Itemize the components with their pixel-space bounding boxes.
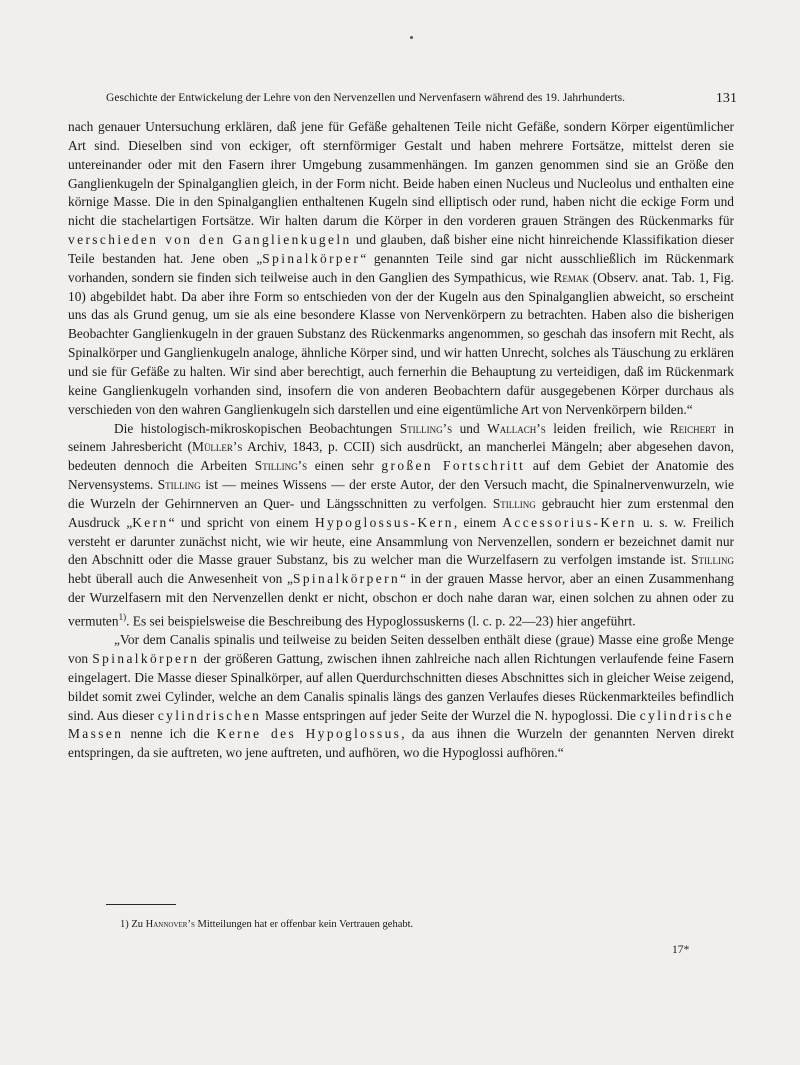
scan-speck — [410, 36, 413, 39]
paragraph-1: nach genauer Untersuchung erklären, daß jene für Gefäße gehaltenen Teile nicht Gefäße, sondern Körper eigentümlicher Art sind. Dieselben sind von eckiger, oft sternförmiger Gestalt und haben mehrere Fortsätze, mittelst deren sie untereinander oder mit den Fasern ihrer Umgebung zusammenhängen. Im ganzen genommen sind sie an Größe den Ganglienkugeln der Spinalganglien gleich, in der Form nicht. Beide haben einen Nucleus und Nucleolus und enthalten eine körnige Masse. Die in den Spinalganglien enthaltenen Kugeln sind elliptisch oder rund, haben nicht die eckige Form und nicht die stachelartigen Fortsätze. Wir halten darum die Körper in den vorderen grauen Strängen des Rückenmarks für verschieden von den Ganglienkugeln und glauben, daß bisher eine nicht hinreichende Klassifikation dieser Teile bestanden hat. Jene oben „Spinalkörper“ genannten Teile sind gar nicht ausschließlich im Rückenmark vorhanden, sondern sie finden sich teilweise auch in den Ganglien des Sympathicus, wie Remak (Observ. anat. Tab. 1, Fig. 10) abgebildet habt. Da aber ihre Form so entschieden von der der Kugeln aus den Spinalganglien abweicht, so erscheint uns das als Grund genug, um sie als eine besondere Klasse von Nervenkörpern zu betrachten. Haben also die bisherigen Beobachter Ganglienkugeln in der grauen Substanz des Rückenmarks angenommen, so geschah das insofern mit Recht, als Spinalkörper und Ganglienkugeln analoge, ähnliche Körper sind, und wir hatten Unrecht, solches als Täuschung zu erklären und sie für Gefäße zu halten. Wir sind aber berechtigt, auch fernerhin die Behauptung zu verteidigen, daß im Rückenmark keine Ganglienkugeln vorhanden sind, insofern die von anderen Beobachtern dafür ausgegebenen Körper durchaus als verschieden von den wahren Ganglienkugeln sich darstellen und eine eigentümliche Art von Nervenkörpern bilden.“ — [68, 119, 734, 417]
footnote: 1) Zu Hannover’s Mitteilungen hat er offenbar kein Vertrauen gehabt. — [120, 919, 414, 930]
paragraph-3: „Vor dem Canalis spinalis und teilweise zu beiden Seiten desselben enthält diese (graue) Masse eine große Menge von Spinalkörpern der größeren Gattung, zwischen ihnen zahlreiche nach allen Richtungen verlaufende feine Fasern eingelagert. Die Masse dieser Spinalkörper, auf allen Querdurchschnitten dieses Abschnittes sich in gleicher Weise zeigend, bildet somit zwei Cylinder, welche an dem Canalis spinalis längs des ganzen Verlaufes dieses Rückenmarkteiles befindlich sind. Aus dieser cylindrischen Masse entspringen auf jeder Seite der Wurzel die N. hypoglossi. Die cylindrische Massen nenne ich die Kerne des Hypoglossus, da aus ihnen die Wurzeln der genannten Nerven direkt entspringen, da sie auftreten, wo jene auftreten, und aufhören, wo die Hypoglossi aufhören.“ — [68, 632, 734, 761]
page-number: 131 — [715, 91, 737, 106]
footnote-rule — [106, 904, 176, 905]
footnote-ref: 1) — [118, 611, 127, 622]
running-header — [106, 92, 741, 104]
signature-mark: 17* — [672, 944, 690, 956]
paragraph-2: Die histologisch-mikroskopischen Beobachtungen Stilling’s und Wallach’s leiden freilich, wie Reichert in seinem Jahresbericht (Müller’s Archiv, 1843, p. CCII) sich ausdrückt, an mancherlei Mängeln; aber abgesehen davon, bedeuten dennoch die Arbeiten Stilling’s einen sehr großen Fortschritt auf dem Gebiet der Anatomie des Nervensystems. Stilling ist — meines Wissens — der erste Autor, der den Versuch macht, die Spinalnervenwurzeln, wie die Wurzeln der Gehirnnerven an Quer- und Längsschnitten zu verfolgen. Stilling gebraucht hier zum erstenmal den Ausdruck „Kern“ und spricht von einem Hypoglossus-Kern, einem Accessorius-Kern u. s. w. Freilich versteht er darunter zunächst nicht, wie wir heute, eine Ansammlung von Nervenzellen, sondern er bezeichnet damit nur den Abschnitt oder die Masse grauer Substanz, bis zu welcher man die Wurzelfasern zu verfolgen imstande ist. Stilling hebt überall auch die Anwesenheit von „Spinalkörpern“ in der grauen Masse hervor, aber an einen Zusammenhang der Wurzelfasern mit den Nervenzellen denkt er nicht, obschon er doch nahe daran war, einen solchen zu ahnen oder zu vermuten$^{1)}$. Es sei beispielsweise die Beschreibung des Hypoglossuskerns (l. c. p. 22—23) hier angeführt. — [68, 420, 735, 629]
running-title: Geschichte der Entwickelung der Lehre von den Nervenzellen und Nervenfasern während des 19. Jahrhunderts. — [106, 92, 626, 104]
body-text — [68, 118, 734, 763]
